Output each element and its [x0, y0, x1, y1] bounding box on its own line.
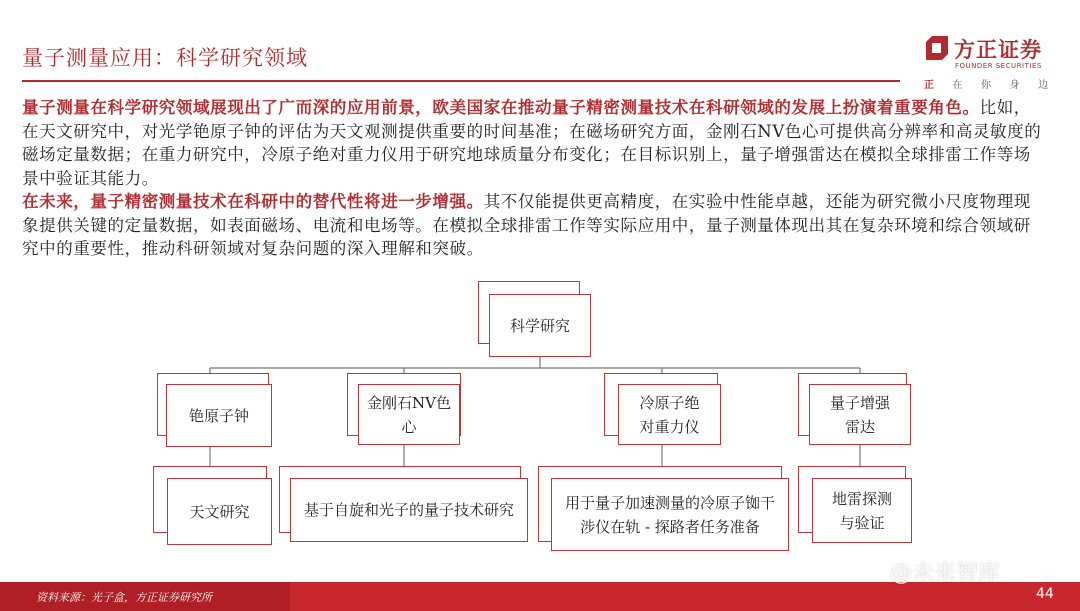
logo-name-en: FOUNDER SECURITIES — [955, 62, 1042, 70]
slogan-char: 身 — [1009, 80, 1020, 91]
tech-node-cesium-clock: 铯原子钟 — [166, 384, 272, 447]
paragraph-2-highlight: 在未来，量子精密测量技术在科研中的替代性将进一步增强。 — [22, 192, 484, 211]
page-number: 44 — [1036, 586, 1054, 602]
slogan-char: 你 — [981, 80, 991, 91]
watermark: @未来智库 — [890, 561, 1001, 586]
paragraph-1-highlight: 量子测量在科学研究领域展现出了广而深的应用前景，欧美国家在推动量子精密测量技术在科研领域的发展上扮演着重要角色。 — [22, 98, 980, 117]
tech-node-cold-atom-gravimeter: 冷原子绝对重力仪 — [618, 384, 721, 445]
slogan-char: 在 — [952, 80, 963, 91]
logo-name-cn: 方正证券 — [954, 38, 1042, 62]
slide-title: 量子测量应用：科学研究领域 — [22, 46, 308, 70]
slogan-char: 边 — [1038, 80, 1048, 91]
slogan-char: 正 — [924, 80, 934, 91]
source-note: 资料来源：光子盒，方正证券研究所 — [36, 591, 212, 604]
paragraph-2-text: 其不仅能提供更高精度，在实验中性能卓越，还能为研究微小尺度物理现象提供关键的定量数据，如表面磁场、电流和电场等。在模拟全球排雷工作等实际应用中，量子测量体现出其在复杂环境和综合领域研究中的重要性，推动科研领域对复杂问题的深入理解和突破。 — [22, 192, 1031, 258]
tech-node-diamond-nv: 金刚石NV色心 — [358, 384, 460, 445]
tech-node-quantum-radar: 量子增强雷达 — [809, 384, 911, 445]
root-node: 科学研究 — [489, 294, 591, 357]
paragraph-1-text: 比如，在天文研究中，对光学铯原子钟的评估为天文观测提供重要的时间基准；在磁场研究方面，金刚石NV色心可提供高分辨率和高灵敏度的磁场定量数据；在重力研究中，冷原子绝对重力仪用于研究地球质量分布变化；在目标识别上，量子增强雷达在模拟全球排雷工作等场景中验证其能力。 — [22, 98, 1042, 188]
app-node-astronomy: 天文研究 — [167, 478, 272, 545]
app-node-mine-detection: 地雷探测与验证 — [812, 478, 912, 543]
app-node-rubidium-interferometer: 用于量子加速测量的冷原子铷干涉仪在轨 - 探路者任务准备 — [551, 478, 789, 551]
app-node-spin-photon: 基于自旋和光子的量子技术研究 — [290, 478, 528, 542]
